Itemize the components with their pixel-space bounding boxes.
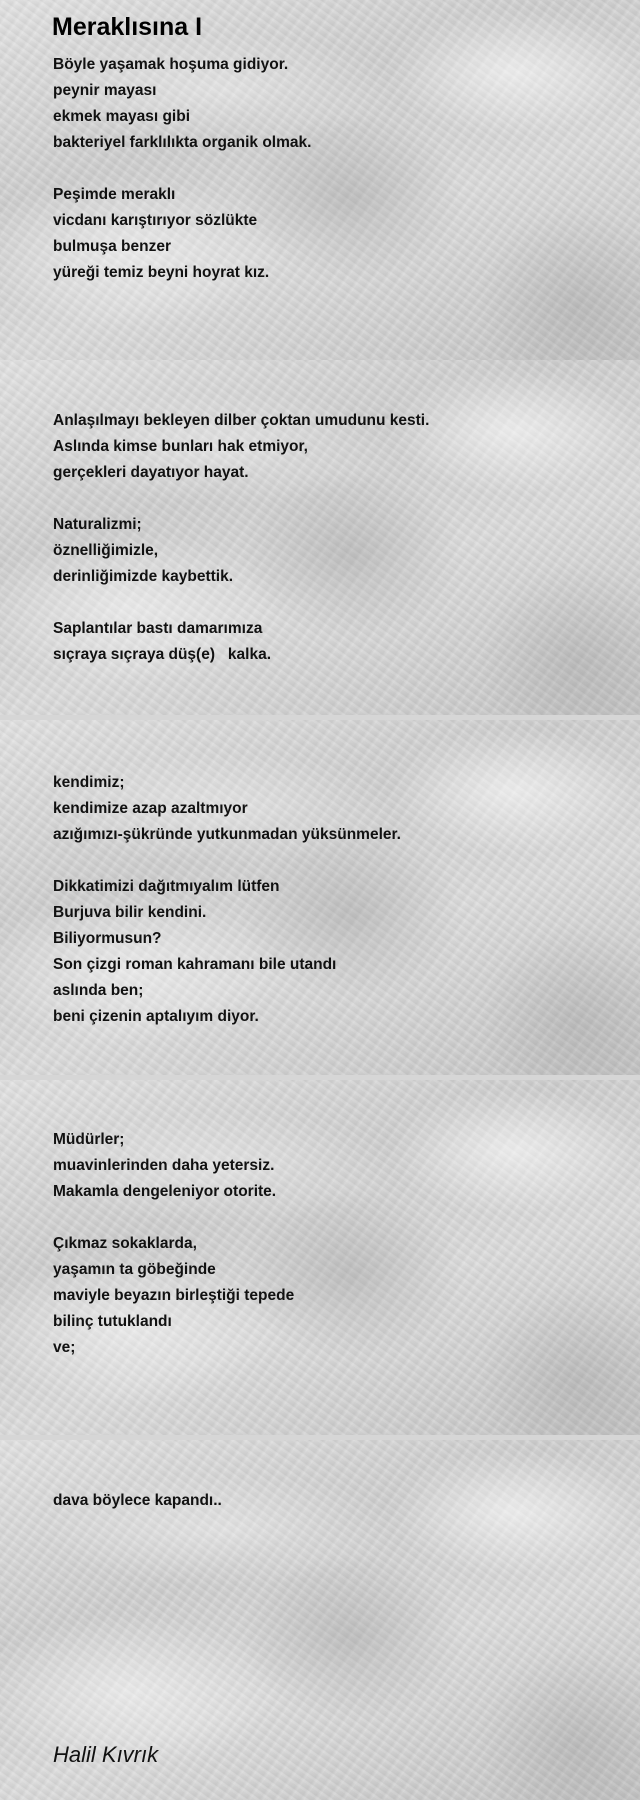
poem-line: ekmek mayası gibi	[53, 108, 190, 125]
poem-line: beni çizenin aptalıyım diyor.	[53, 1008, 259, 1025]
poem-stanza	[53, 52, 613, 156]
poem-line: aslında ben;	[53, 982, 144, 999]
poem-line: Naturalizmi;	[53, 516, 142, 533]
poem-line: peynir mayası	[53, 82, 157, 99]
poem-line: Müdürler;	[53, 1131, 125, 1148]
poem-stanza	[53, 874, 613, 1030]
poem-line: Dikkatimizi dağıtmıyalım lütfen	[53, 878, 280, 895]
poem-author: Halil Kıvrık	[53, 1742, 159, 1767]
poem-line: gerçekleri dayatıyor hayat.	[53, 464, 249, 481]
poem-stanza	[53, 1488, 613, 1514]
poem-panel-3	[0, 720, 640, 1075]
poem-line: öznelliğimizle,	[53, 542, 159, 559]
poem-line: bakteriyel farklılıkta organik olmak.	[53, 134, 312, 151]
panel-stanzas	[53, 1127, 613, 1387]
poem-line: yüreği temiz beyni hoyrat kız.	[53, 264, 270, 281]
panel-stanzas	[53, 408, 613, 694]
poem-stanza	[53, 408, 613, 486]
poem-title: Meraklısına I	[52, 13, 203, 41]
poem-line: Anlaşılmayı bekleyen dilber çoktan umudunu kesti.	[53, 412, 430, 429]
poem-stanza	[53, 1127, 613, 1205]
poem-line: sıçraya sıçraya düş(e) kalka.	[53, 646, 272, 663]
poem-panel-2	[0, 360, 640, 715]
poem-line: ve;	[53, 1339, 76, 1356]
poem-line: Burjuva bilir kendini.	[53, 904, 207, 921]
poem-line: kendimize azap azaltmıyor	[53, 800, 248, 817]
poem-line: bulmuşa benzer	[53, 238, 171, 255]
poem-panel-4	[0, 1080, 640, 1435]
poem-line: maviyle beyazın birleştiği tepede	[53, 1287, 295, 1304]
poem-line: kendimiz;	[53, 774, 125, 791]
poem-line: Aslında kimse bunları hak etmiyor,	[53, 438, 308, 455]
poem-line: Böyle yaşamak hoşuma gidiyor.	[53, 56, 289, 73]
poem-line: muavinlerinden daha yetersiz.	[53, 1157, 275, 1174]
poem-line: azığımızı-şükründe yutkunmadan yüksünmeler.	[53, 826, 401, 843]
panel-stanzas	[53, 52, 613, 312]
poem-line: vicdanı karıştırıyor sözlükte	[53, 212, 258, 229]
poem-stanza	[53, 770, 613, 848]
panel-stanzas	[53, 1488, 613, 1540]
poem-panel-1	[0, 0, 640, 360]
poem-line: derinliğimizde kaybettik.	[53, 568, 234, 585]
poem-panel-5	[0, 1440, 640, 1800]
poem-stanza	[53, 616, 613, 668]
poem-line: Biliyormusun?	[53, 930, 162, 947]
poem-line: yaşamın ta göbeğinde	[53, 1261, 216, 1278]
poem-line: Son çizgi roman kahramanı bile utandı	[53, 956, 337, 973]
poem-line: dava böylece kapandı..	[53, 1492, 222, 1509]
poem-stanza	[53, 512, 613, 590]
poem-line: Çıkmaz sokaklarda,	[53, 1235, 197, 1252]
poem-line: Saplantılar bastı damarımıza	[53, 620, 263, 637]
poem-line: Makamla dengeleniyor otorite.	[53, 1183, 277, 1200]
panel-stanzas	[53, 770, 613, 1056]
poem-line: bilinç tutuklandı	[53, 1313, 172, 1330]
poem-line: Peşimde meraklı	[53, 186, 176, 203]
poem-stanza	[53, 1231, 613, 1361]
poem-stanza	[53, 182, 613, 286]
